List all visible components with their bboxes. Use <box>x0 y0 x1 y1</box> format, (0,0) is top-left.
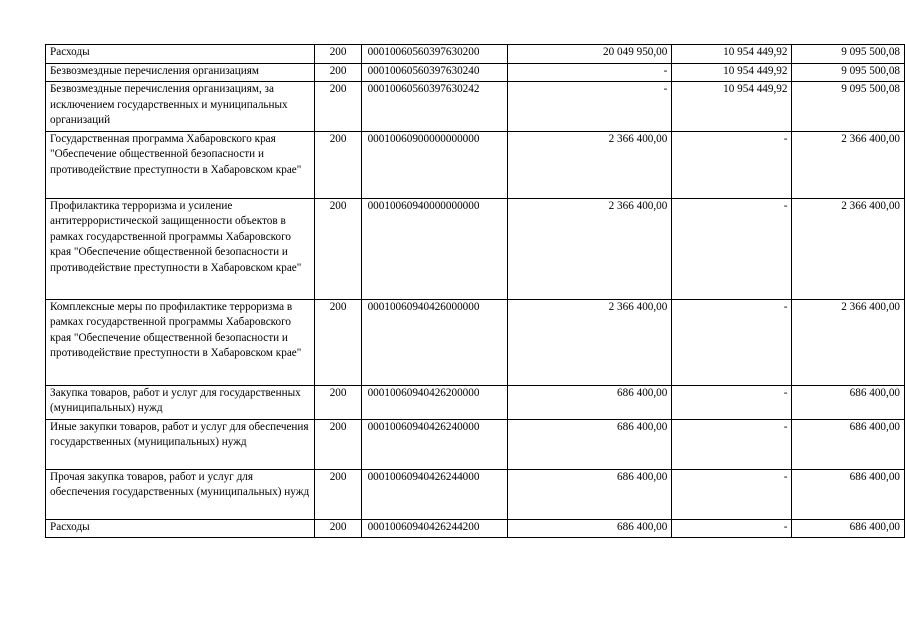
cell-line-code: 200 <box>314 385 361 419</box>
cell-executed: - <box>672 469 792 519</box>
cell-unexecuted: 9 095 500,08 <box>792 63 905 82</box>
cell-classification-code: 00010060940426000000 <box>361 299 508 385</box>
cell-indicator-name: Безвозмездные перечисления организациям <box>46 63 315 82</box>
cell-indicator-name: Безвозмездные перечисления организациям, за исключением государственных и муниципальных организаций <box>46 82 315 132</box>
table-body <box>46 45 905 538</box>
cell-classification-code: 00010060940426240000 <box>361 419 508 469</box>
cell-line-code: 200 <box>314 519 361 538</box>
cell-classification-code: 00010060560397630242 <box>361 82 508 132</box>
cell-indicator-name: Прочая закупка товаров, работ и услуг для обеспечения государственных (муниципальных) нужд <box>46 469 315 519</box>
cell-unexecuted: 2 366 400,00 <box>792 198 905 299</box>
cell-approved: 2 366 400,00 <box>508 198 672 299</box>
budget-expenditure-table <box>45 44 905 538</box>
table-row <box>46 419 905 469</box>
cell-classification-code: 00010060940426200000 <box>361 385 508 419</box>
cell-classification-code: 00010060900000000000 <box>361 131 508 198</box>
table-row <box>46 63 905 82</box>
cell-approved: 2 366 400,00 <box>508 131 672 198</box>
cell-executed: - <box>672 198 792 299</box>
table-row <box>46 45 905 64</box>
cell-indicator-name: Комплексные меры по профилактике терроризма в рамках государственной программы Хабаровского края "Обеспечение общественной безопасности и противодействие преступности в Хабаровском крае" <box>46 299 315 385</box>
cell-classification-code: 00010060940426244200 <box>361 519 508 538</box>
table-row <box>46 131 905 198</box>
table-row <box>46 519 905 538</box>
cell-line-code: 200 <box>314 131 361 198</box>
cell-unexecuted: 686 400,00 <box>792 419 905 469</box>
cell-approved: 686 400,00 <box>508 519 672 538</box>
cell-unexecuted: 686 400,00 <box>792 385 905 419</box>
cell-unexecuted: 9 095 500,08 <box>792 45 905 64</box>
table-row <box>46 82 905 132</box>
cell-executed: 10 954 449,92 <box>672 63 792 82</box>
cell-approved: 686 400,00 <box>508 419 672 469</box>
cell-classification-code: 00010060940000000000 <box>361 198 508 299</box>
cell-indicator-name: Закупка товаров, работ и услуг для государственных (муниципальных) нужд <box>46 385 315 419</box>
cell-classification-code: 00010060560397630200 <box>361 45 508 64</box>
cell-executed: - <box>672 385 792 419</box>
cell-indicator-name: Государственная программа Хабаровского края "Обеспечение общественной безопасности и противодействие преступности в Хабаровском крае" <box>46 131 315 198</box>
table-row <box>46 299 905 385</box>
cell-line-code: 200 <box>314 82 361 132</box>
table-row <box>46 385 905 419</box>
cell-line-code: 200 <box>314 45 361 64</box>
cell-line-code: 200 <box>314 63 361 82</box>
cell-classification-code: 00010060560397630240 <box>361 63 508 82</box>
cell-executed: 10 954 449,92 <box>672 82 792 132</box>
cell-line-code: 200 <box>314 469 361 519</box>
cell-executed: - <box>672 131 792 198</box>
cell-executed: - <box>672 419 792 469</box>
cell-line-code: 200 <box>314 299 361 385</box>
cell-unexecuted: 686 400,00 <box>792 469 905 519</box>
table-row <box>46 469 905 519</box>
cell-indicator-name: Иные закупки товаров, работ и услуг для обеспечения государственных (муниципальных) нужд <box>46 419 315 469</box>
table-row <box>46 198 905 299</box>
cell-approved: 686 400,00 <box>508 385 672 419</box>
cell-approved: 686 400,00 <box>508 469 672 519</box>
cell-indicator-name: Расходы <box>46 519 315 538</box>
cell-executed: 10 954 449,92 <box>672 45 792 64</box>
cell-unexecuted: 9 095 500,08 <box>792 82 905 132</box>
cell-unexecuted: 2 366 400,00 <box>792 299 905 385</box>
cell-approved: - <box>508 63 672 82</box>
cell-approved: - <box>508 82 672 132</box>
cell-unexecuted: 686 400,00 <box>792 519 905 538</box>
cell-executed: - <box>672 519 792 538</box>
cell-executed: - <box>672 299 792 385</box>
cell-indicator-name: Расходы <box>46 45 315 64</box>
cell-indicator-name: Профилактика терроризма и усиление антитеррористической защищенности объектов в рамках государственной программы Хабаровского края "Обеспечение общественной безопасности и противодействие преступности в Хабаровском крае" <box>46 198 315 299</box>
cell-approved: 20 049 950,00 <box>508 45 672 64</box>
cell-line-code: 200 <box>314 198 361 299</box>
cell-unexecuted: 2 366 400,00 <box>792 131 905 198</box>
cell-classification-code: 00010060940426244000 <box>361 469 508 519</box>
cell-line-code: 200 <box>314 419 361 469</box>
cell-approved: 2 366 400,00 <box>508 299 672 385</box>
